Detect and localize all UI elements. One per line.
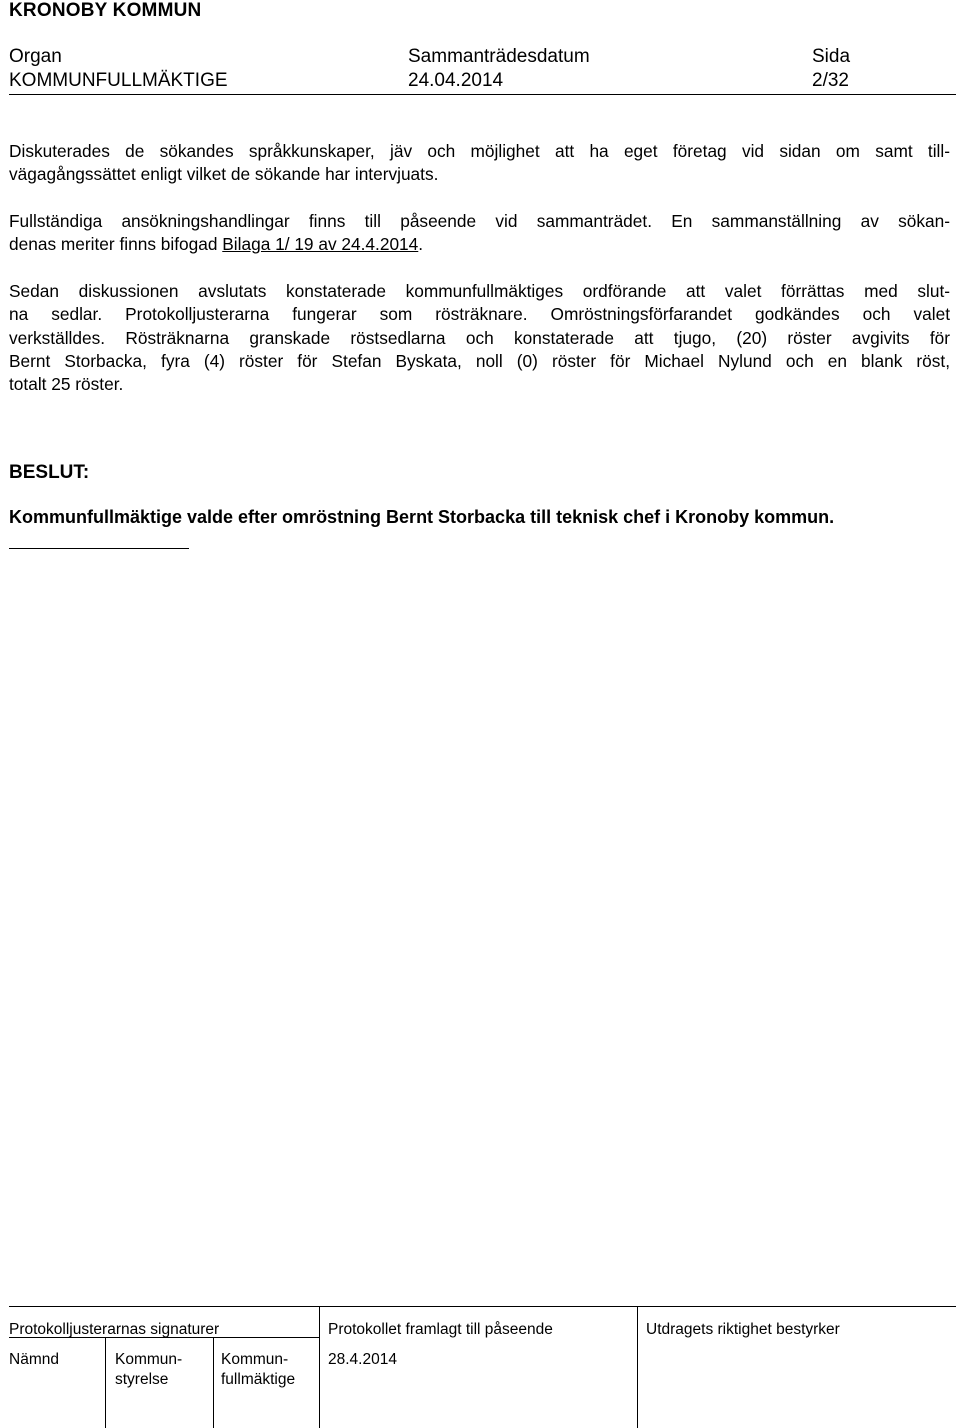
footer-divider	[105, 1337, 106, 1428]
paragraph-line: verkställdes. Rösträknarna granskade röstsedlarna och konstaterade att tjugo, (20) röster avgivits för	[9, 327, 950, 348]
paragraph-line: na sedlar. Protokolljusterarna fungerar som rösträknare. Omröstningsförfarandet godkändes och valet	[9, 304, 950, 325]
end-divider	[9, 548, 189, 549]
published-date: 28.4.2014	[328, 1351, 397, 1368]
paragraph-text: denas meriter finns bifogad	[9, 234, 223, 255]
paragraph-discussion	[9, 140, 950, 187]
paragraph-line: totalt 25 röster.	[9, 374, 124, 395]
organization-name: KRONOBY KOMMUN	[9, 0, 202, 21]
organ-label: Organ	[9, 46, 62, 67]
signature-fullmaktige	[221, 1350, 295, 1390]
meeting-date-label: Sammanträdesdatum	[408, 46, 590, 67]
meeting-date-value: 24.04.2014	[408, 70, 504, 91]
footer-divider	[213, 1337, 214, 1428]
certified-label: Utdragets riktighet bestyrker	[646, 1321, 840, 1338]
decision-heading: BESLUT:	[9, 462, 90, 483]
footer-top-rule	[9, 1306, 956, 1307]
page-number: 2/32	[812, 70, 849, 91]
footer-divider	[637, 1306, 638, 1428]
signature-styrelse-line1: Kommun-	[115, 1351, 183, 1368]
signature-styrelse-line2: styrelse	[115, 1371, 169, 1388]
attachment-link[interactable]: Bilaga 1/ 19 av 24.4.2014	[222, 234, 419, 255]
paragraph-documents	[9, 210, 950, 257]
paragraph-line	[9, 233, 950, 256]
published-label: Protokollet framlagt till påseende	[328, 1321, 553, 1338]
paragraph-vote	[9, 280, 950, 396]
paragraph-line: Sedan diskussionen avslutats konstaterade kommunfullmäktiges ordförande att valet förrättas med slut-	[9, 281, 950, 301]
paragraph-line: Bernt Storbacka, fyra (4) röster för Stefan Byskata, noll (0) röster för Michael Nylund och en blank röst,	[9, 350, 950, 371]
signature-namnd: Nämnd	[9, 1351, 59, 1368]
header-divider	[9, 94, 956, 95]
paragraph-line: Fullständiga ansökningshandlingar finns till påseende vid sammanträdet. En sammanställning av sökan-	[9, 211, 950, 231]
signature-footer	[0, 1306, 960, 1428]
signature-fullmaktige-line1: Kommun-	[221, 1351, 289, 1368]
page-label: Sida	[812, 46, 851, 67]
footer-divider	[319, 1306, 320, 1428]
decision-text: Kommunfullmäktige valde efter omröstning Bernt Storbacka till teknisk chef i Kronoby kommun.	[9, 507, 835, 527]
paragraph-line: vägagångssättet enligt vilket de sökande har intervjuats.	[9, 164, 439, 185]
signatures-label: Protokolljusterarnas signaturer	[9, 1321, 220, 1338]
paragraph-text: .	[418, 234, 424, 255]
signature-styrelse	[115, 1350, 182, 1390]
paragraph-line: Diskuterades de sökandes språkkunskaper, jäv och möjlighet att ha eget företag vid sidan om samt till-	[9, 141, 950, 161]
organ-value: KOMMUNFULLMÄKTIGE	[9, 70, 228, 91]
signature-fullmaktige-line2: fullmäktige	[221, 1371, 296, 1388]
